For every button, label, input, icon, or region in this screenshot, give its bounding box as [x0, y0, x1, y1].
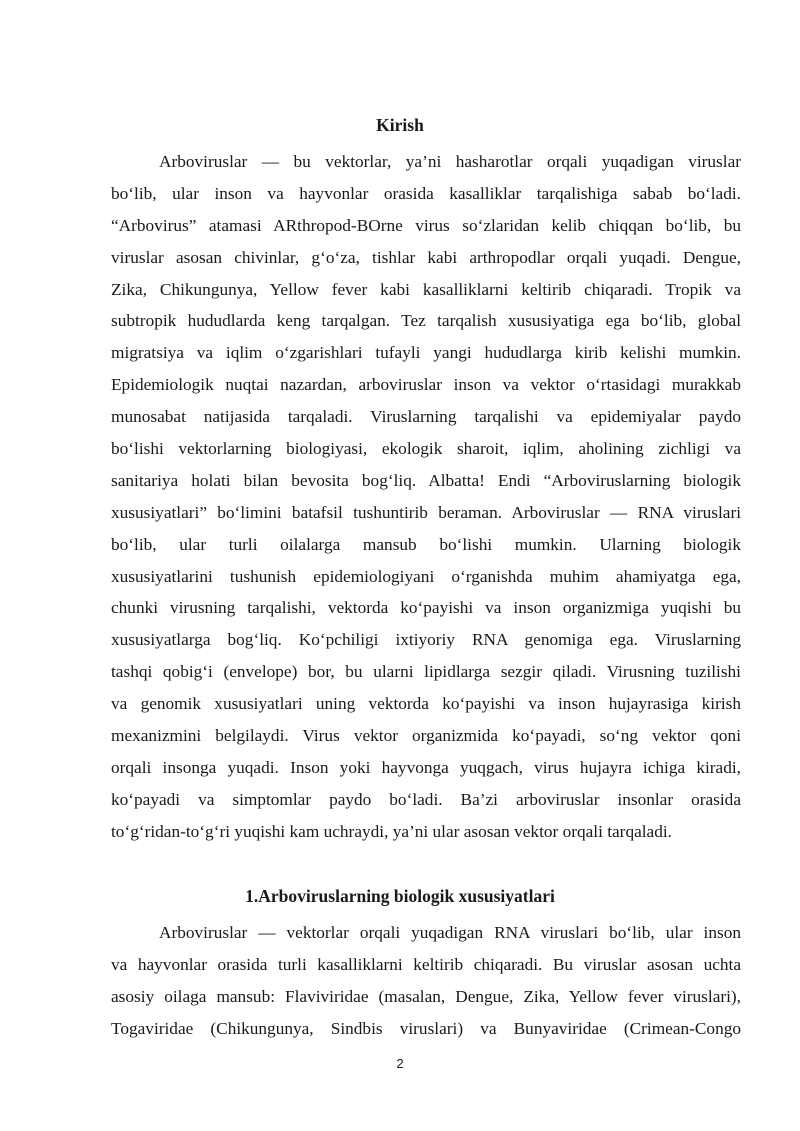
- text-line: mexanizmini belgilaydi. Virus vektor organizmida ko‘payadi, so‘ng vektor qoni: [111, 726, 741, 746]
- text-line: xususiyatlari” bo‘limini batafsil tushuntirib beraman. Arboviruslar — RNA viruslari: [111, 502, 741, 522]
- page-title: Kirish: [376, 115, 424, 135]
- intro-paragraph: [111, 146, 741, 848]
- text-line: orqali insonga yuqadi. Inson yoki hayvonga yuqgach, virus hujayra ichiga kiradi,: [111, 757, 741, 777]
- text-line: bo‘lib, ular inson va hayvonlar orasida kasalliklar tarqalishiga sabab bo‘ladi.: [111, 183, 741, 203]
- text-line: Zika, Chikungunya, Yellow fever kabi kasalliklarni keltirib chiqaradi. Tropik va: [111, 279, 741, 299]
- text-line: va genomik xususiyatlari uning vektorda ko‘payishi va inson hujayrasiga kirish: [111, 694, 741, 714]
- text-line: Arboviruslar — vektorlar orqali yuqadigan RNA viruslari bo‘lib, ular inson: [159, 923, 741, 942]
- text-line: to‘g‘ridan-to‘g‘ri yuqishi kam uchraydi, ya’ni ular asosan vektor orqali tarqaladi.: [111, 821, 672, 841]
- text-line: Arboviruslar — bu vektorlar, ya’ni hasharotlar orqali yuqadigan viruslar: [159, 152, 741, 171]
- text-line: sanitariya holati bilan bevosita bog‘liq. Albatta! Endi “Arboviruslarning biologik: [111, 470, 741, 490]
- text-line: ko‘payadi va simptomlar paydo bo‘ladi. Ba’zi arboviruslar insonlar orasida: [111, 789, 741, 809]
- page-number: 2: [396, 1056, 404, 1071]
- text-line: chunki virusning tarqalishi, vektorda ko‘payishi va inson organizmiga yuqishi bu: [111, 598, 741, 618]
- text-line: viruslar asosan chivinlar, g‘o‘za, tishlar kabi arthropodlar orqali yuqadi. Dengue,: [111, 247, 741, 267]
- text-line: subtropik hududlarda keng tarqalgan. Tez tarqalish xususiyatiga ega bo‘lib, global: [111, 311, 741, 331]
- text-line: tashqi qobig‘i (envelope) bor, bu ularni lipidlarga sezgir qiladi. Virusning tuzilishi: [111, 662, 741, 682]
- text-line: Togaviridae (Chikungunya, Sindbis viruslari) va Bunyaviridae (Crimean-Congo: [111, 1018, 741, 1038]
- text-line: asosiy oilaga mansub: Flaviviridae (masalan, Dengue, Zika, Yellow fever viruslari),: [111, 986, 741, 1006]
- text-line: xususiyatlarga bog‘liq. Ko‘pchiligi ixtiyoriy RNA genomiga ega. Viruslarning: [111, 630, 741, 650]
- text-line: munosabat natijasida tarqaladi. Viruslarning tarqalishi va epidemiyalar paydo: [111, 407, 741, 427]
- text-line: xususiyatlarini tushunish epidemiologiyani o‘rganishda muhim ahamiyatga ega,: [111, 566, 741, 586]
- text-line: va hayvonlar orasida turli kasalliklarni keltirib chiqaradi. Bu viruslar asosan uchta: [111, 954, 741, 974]
- section-heading: 1.Arboviruslarning biologik xususiyatlari: [245, 886, 555, 906]
- text-line: “Arbovirus” atamasi ARthropod-BOrne virus so‘zlaridan kelib chiqqan bo‘lib, bu: [111, 215, 741, 235]
- text-line: bo‘lib, ular turli oilalarga mansub bo‘lishi mumkin. Ularning biologik: [111, 534, 741, 554]
- text-line: bo‘lishi vektorlarning biologiyasi, ekologik sharoit, iqlim, aholining zichligi va: [111, 439, 741, 459]
- text-line: Epidemiologik nuqtai nazardan, arboviruslar inson va vektor o‘rtasidagi murakkab: [111, 375, 741, 395]
- text-line: migratsiya va iqlim o‘zgarishlari tufayli yangi hududlarga kirib kelishi mumkin.: [111, 343, 741, 363]
- section-paragraph: [111, 917, 741, 1045]
